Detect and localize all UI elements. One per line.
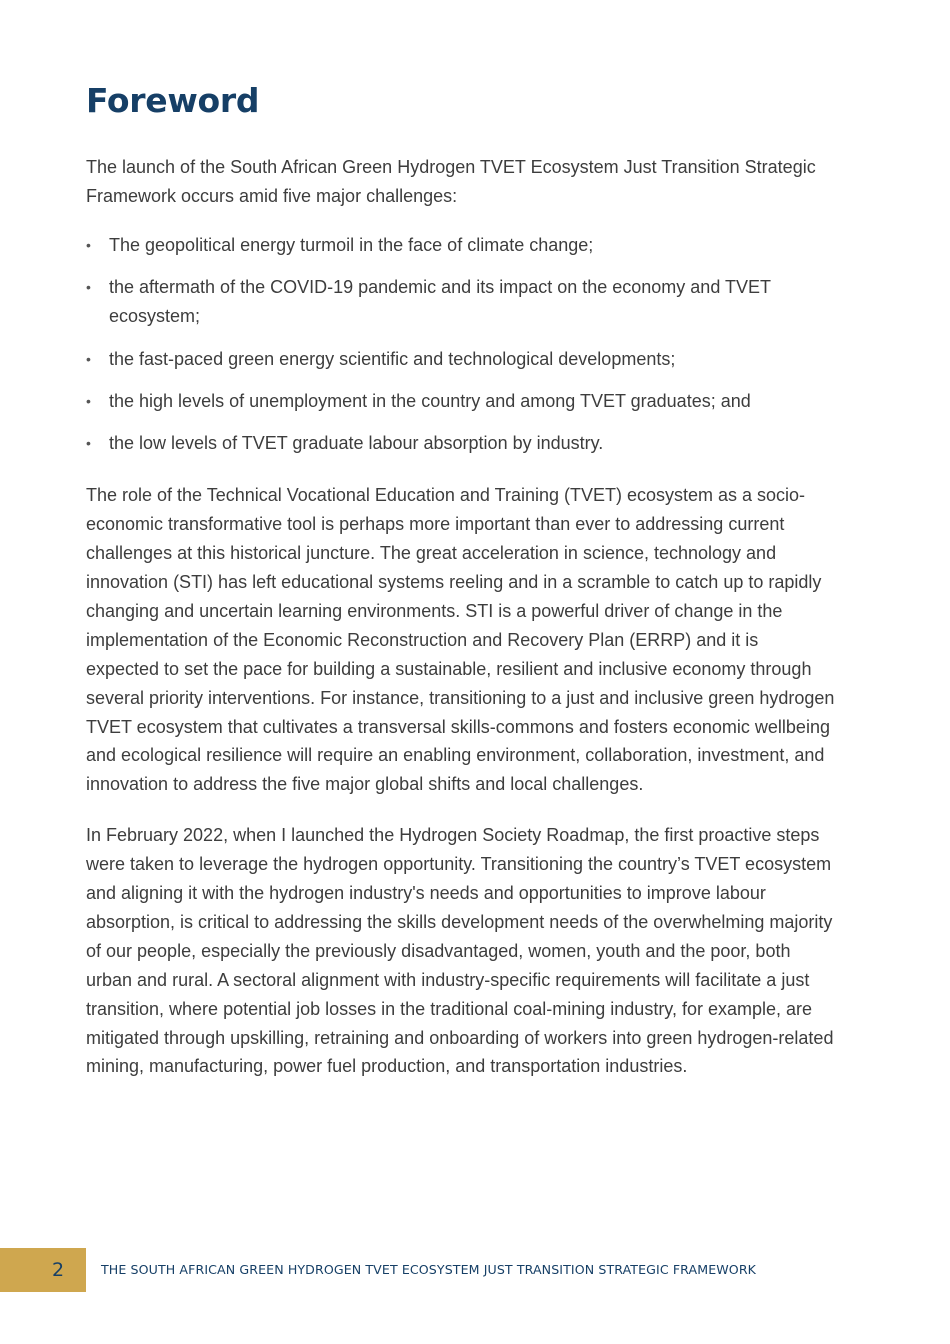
bullet-dot-icon: •	[86, 279, 91, 296]
bullet-dot-icon: •	[86, 435, 91, 452]
list-item-text: The geopolitical energy turmoil in the face of climate change;	[109, 234, 594, 255]
list-item	[86, 231, 836, 260]
bullet-dot-icon: •	[86, 350, 91, 367]
list-item	[86, 429, 836, 458]
list-item	[86, 273, 836, 331]
list-item-text: the high levels of unemployment in the country and among TVET graduates; and	[109, 390, 751, 411]
page-title: Foreword	[86, 81, 260, 120]
hydrogen-roadmap-paragraph: In February 2022, when I launched the Hydrogen Society Roadmap, the first proactive steps were taken to leverage the hydrogen opportunity. Transitioning the country’s TVET ecosystem and aligning it with the hydrogen industry's needs and opportunities to improve labour absorption, is critical to addressing the skills development needs of the overwhelming majority of our people, especially the previously disadvantaged, women, youth and the poor, both urban and rural. A sectoral alignment with industry-specific requirements will facilitate a just transition, where potential job losses in the traditional coal-mining industry, for example, are mitigated through upskilling, retraining and onboarding of workers into green hydrogen-related mining, manufacturing, power fuel production, and transportation industries.	[86, 825, 834, 1077]
list-item-text: the aftermath of the COVID-19 pandemic and its impact on the economy and TVET ecosystem;	[109, 277, 771, 327]
list-item	[86, 345, 836, 374]
list-item-text: the fast-paced green energy scientific and technological developments;	[109, 348, 676, 369]
footer-page-tab	[0, 1248, 86, 1292]
tvet-role-paragraph: The role of the Technical Vocational Education and Training (TVET) ecosystem as a socio-economic transformative tool is perhaps more important than ever to addressing current challenges at this historical juncture. The great acceleration in science, technology and innovation (STI) has left educational systems reeling and in a scramble to catch up to rapidly changing and uncertain learning environments. STI is a powerful driver of change in the implementation of the Economic Reconstruction and Recovery Plan (ERRP) and it is expected to set the pace for building a sustainable, resilient and inclusive economy through several priority interventions. For instance, transitioning to a just and inclusive green hydrogen TVET ecosystem that cultivates a transversal skills-commons and fosters economic wellbeing and ecological resilience will require an enabling environment, collaboration, investment, and innovation to address the five major global shifts and local challenges.	[86, 485, 835, 795]
intro-paragraph: The launch of the South African Green Hydrogen TVET Ecosystem Just Transition Strategic Framework occurs amid five major challenges:	[86, 157, 816, 206]
bullet-dot-icon: •	[86, 236, 91, 253]
challenges-list	[86, 231, 836, 458]
list-item-text: the low levels of TVET graduate labour absorption by industry.	[109, 433, 604, 454]
list-item	[86, 387, 836, 416]
body-content	[86, 153, 836, 1081]
bullet-dot-icon: •	[86, 392, 91, 409]
footer-document-title: THE SOUTH AFRICAN GREEN HYDROGEN TVET ECOSYSTEM JUST TRANSITION STRATEGIC FRAMEWORK	[101, 1262, 757, 1277]
page-number: 2	[52, 1259, 65, 1281]
